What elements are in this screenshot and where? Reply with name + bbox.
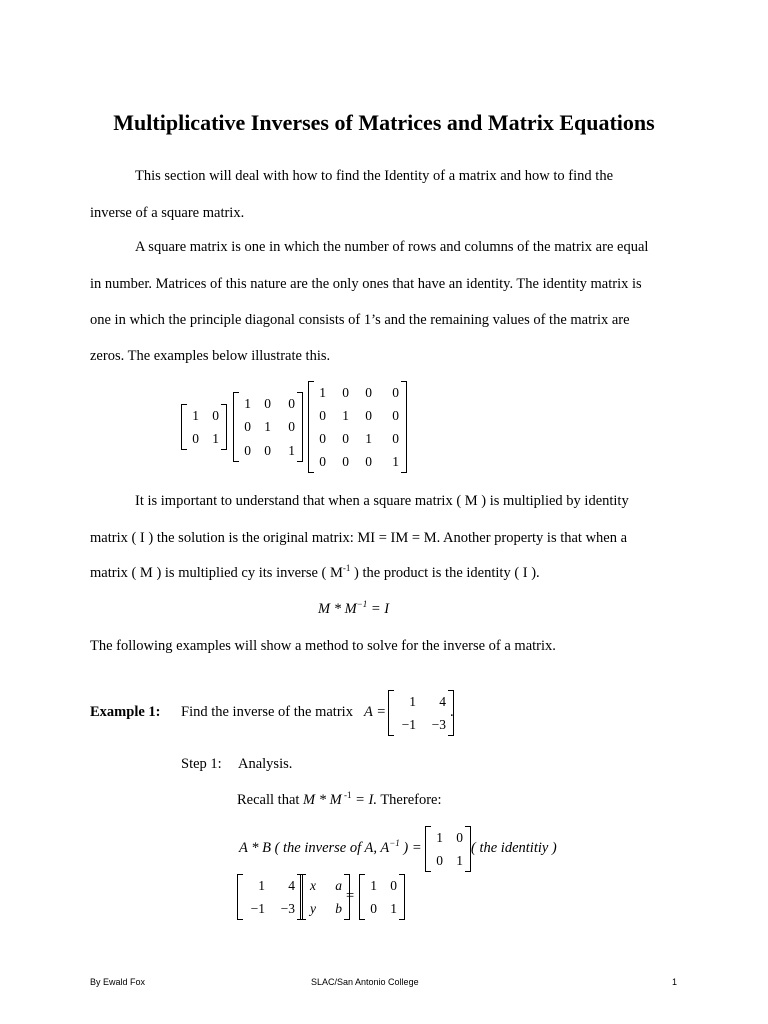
text-fragment: Therefore: bbox=[376, 792, 442, 808]
matrix-cell: 0 bbox=[392, 385, 399, 400]
matrix-grid bbox=[394, 690, 448, 736]
footer-author: By Ewald Fox bbox=[90, 977, 146, 987]
identity-matrix-2x2 bbox=[181, 404, 227, 450]
matrix-cell: 1 bbox=[370, 878, 377, 893]
paragraph-line: matrix ( I ) the solution is the original matrix: MI = IM = M. Another property is that when a bbox=[90, 530, 628, 546]
matrix-cell: 0 bbox=[212, 408, 219, 423]
text-fragment: ) the product is the identity ( I ). bbox=[350, 565, 540, 581]
matrix-cell: 1 bbox=[365, 431, 372, 446]
matrix-cell: 0 bbox=[365, 408, 372, 423]
matrix-cell: −3 bbox=[431, 717, 446, 732]
matrix-cell: 0 bbox=[288, 396, 295, 412]
matrix-cell: 1 bbox=[409, 694, 416, 709]
matrix-cell: 0 bbox=[319, 408, 326, 423]
matrix-cell: 1 bbox=[390, 901, 397, 916]
product-matrix-left bbox=[237, 874, 303, 920]
matrix-cell: 1 bbox=[192, 408, 199, 423]
matrix-grid bbox=[314, 381, 401, 473]
text-fragment: Recall that bbox=[237, 792, 304, 808]
text-fragment: ) = bbox=[399, 840, 422, 856]
matrix-cell: a bbox=[335, 878, 342, 893]
paragraph-line: This section will deal with how to find the Identity of a matrix and how to find the bbox=[135, 168, 614, 184]
matrix-cell: −1 bbox=[401, 717, 416, 732]
inverse-equation bbox=[318, 601, 389, 618]
footer-school: SLAC/San Antonio College bbox=[311, 977, 419, 987]
matrix-cell: 0 bbox=[244, 442, 251, 458]
step-title: Analysis. bbox=[238, 756, 293, 772]
matrix-cell: 0 bbox=[244, 419, 251, 435]
matrix-cell: 1 bbox=[264, 419, 271, 435]
matrix-cell: b bbox=[335, 901, 342, 916]
text-fragment: A * B ( the inverse of A, A bbox=[239, 840, 390, 856]
matrix-cell: 0 bbox=[392, 431, 399, 446]
matrix-cell: 1 bbox=[456, 853, 463, 868]
paragraph-line: in number. Matrices of this nature are the only ones that have an identity. The identity matrix is bbox=[90, 276, 642, 292]
matrix-cell: 1 bbox=[288, 442, 295, 458]
identity-matrix-3x3 bbox=[233, 392, 303, 462]
matrix-cell: 0 bbox=[342, 431, 349, 446]
matrix-grid bbox=[431, 826, 465, 872]
text-fragment: M * M bbox=[303, 792, 342, 808]
matrix-a bbox=[388, 690, 454, 736]
matrix-cell: 0 bbox=[370, 901, 377, 916]
matrix-cell: 0 bbox=[342, 454, 349, 469]
matrix-cell: 0 bbox=[392, 408, 399, 423]
matrix-cell: 0 bbox=[456, 830, 463, 845]
matrix-cell: 1 bbox=[392, 454, 399, 469]
matrix-grid bbox=[239, 392, 297, 462]
equation-lhs: M * M bbox=[318, 601, 357, 617]
product-matrix-unknowns bbox=[300, 874, 350, 920]
period: . bbox=[450, 704, 454, 720]
example-label: Example 1: bbox=[90, 704, 161, 720]
matrix-cell: −3 bbox=[280, 901, 295, 916]
paragraph-line bbox=[90, 565, 540, 582]
example-text: Find the inverse of the matrix bbox=[181, 704, 353, 720]
text-fragment: = I. bbox=[351, 792, 377, 808]
paragraph-line: A square matrix is one in which the number of rows and columns of the matrix are equal bbox=[135, 239, 649, 255]
matrix-grid bbox=[306, 874, 344, 920]
matrix-cell: 1 bbox=[244, 396, 251, 412]
recall-line bbox=[237, 792, 442, 809]
matrix-cell: 4 bbox=[439, 694, 446, 709]
matrix-cell: 1 bbox=[436, 830, 443, 845]
superscript: −1 bbox=[356, 599, 368, 609]
matrix-cell: y bbox=[310, 901, 316, 916]
identity-matrix-4x4 bbox=[308, 381, 407, 473]
matrix-cell: 0 bbox=[319, 431, 326, 446]
paragraph-line: zeros. The examples below illustrate this. bbox=[90, 348, 331, 364]
matrix-cell: 0 bbox=[319, 454, 326, 469]
identity-caption: ( the identitiy ) bbox=[471, 840, 557, 856]
paragraph-line: inverse of a square matrix. bbox=[90, 205, 245, 221]
matrix-cell: 1 bbox=[342, 408, 349, 423]
matrix-cell: 0 bbox=[390, 878, 397, 893]
superscript: -1 bbox=[342, 563, 351, 573]
paragraph-line: The following examples will show a method to solve for the inverse of a matrix. bbox=[90, 638, 556, 654]
equation-rhs: = I bbox=[367, 601, 390, 617]
matrix-cell: 0 bbox=[288, 419, 295, 435]
matrix-cell: 0 bbox=[342, 385, 349, 400]
matrix-cell: 0 bbox=[365, 454, 372, 469]
page-title: Multiplicative Inverses of Matrices and Matrix Equations bbox=[113, 110, 655, 135]
text-fragment: matrix ( M ) is multiplied cy its inverse ( M bbox=[90, 565, 343, 581]
matrix-cell: x bbox=[310, 878, 316, 893]
footer-page-number: 1 bbox=[672, 977, 678, 987]
matrix-cell: 0 bbox=[264, 442, 271, 458]
superscript: -1 bbox=[341, 790, 352, 800]
matrix-cell: 1 bbox=[212, 431, 219, 446]
identity-matrix bbox=[425, 826, 471, 872]
matrix-cell: 1 bbox=[258, 878, 265, 893]
product-matrix-right bbox=[359, 874, 405, 920]
matrix-cell: −1 bbox=[250, 901, 265, 916]
matrix-cell: 1 bbox=[319, 385, 326, 400]
matrix-grid bbox=[187, 404, 221, 450]
paragraph-line: one in which the principle diagonal consists of 1’s and the remaining values of the matrix are bbox=[90, 312, 630, 328]
matrix-grid bbox=[365, 874, 399, 920]
matrix-cell: 0 bbox=[192, 431, 199, 446]
matrix-cell: 4 bbox=[288, 878, 295, 893]
matrix-cell: 0 bbox=[264, 396, 271, 412]
superscript: −1 bbox=[389, 838, 400, 848]
matrix-grid bbox=[243, 874, 297, 920]
equals-sign: = bbox=[346, 888, 355, 904]
step-label: Step 1: bbox=[181, 756, 222, 772]
matrix-variable: A = bbox=[364, 704, 387, 720]
paragraph-line: It is important to understand that when a square matrix ( M ) is multiplied by identity bbox=[135, 493, 629, 509]
matrix-cell: 0 bbox=[365, 385, 372, 400]
inverse-definition bbox=[239, 840, 422, 857]
matrix-cell: 0 bbox=[436, 853, 443, 868]
